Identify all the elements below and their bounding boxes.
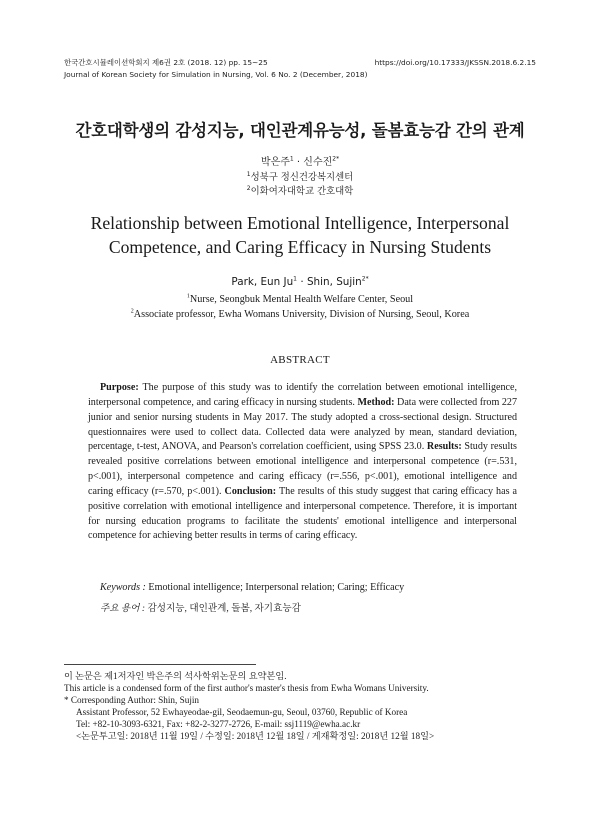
- english-aff1-num: 1: [186, 293, 190, 300]
- korean-title: 간호대학생의 감성지능, 대인관계유능성, 돌봄효능감 간의 관계: [75, 121, 525, 140]
- keywords-english: [100, 582, 520, 593]
- korean-aff1-num: 1: [246, 170, 251, 178]
- abstract-method-label: Method:: [357, 396, 395, 408]
- abstract-conclusion-label: Conclusion:: [224, 485, 277, 497]
- english-author-2-sup: 2*: [361, 275, 369, 283]
- keywords-text: Emotional intelligence; Interpersonal relation; Caring; Efficacy: [148, 582, 405, 593]
- korean-author-sep: ·: [296, 157, 301, 168]
- korean-author-1-sup: 1: [289, 155, 294, 163]
- korean-affiliation-2: [0, 183, 600, 197]
- english-author-sep: ·: [300, 276, 304, 288]
- korean-authors: [0, 153, 600, 168]
- english-affiliation-2: [0, 309, 600, 320]
- journal-english-header: Journal of Korean Society for Simulation in Nursing, Vol. 6 No. 2 (December, 2018): [64, 70, 368, 79]
- abstract-results-label: Results:: [426, 441, 462, 453]
- abstract-conclusion: The results of this study suggest that caring efficacy has a positive correlation with emotional intelligence and interpersonal competence. Therefore, it is important for nursing education programs to facilitate the students' emotional intelligence and interpersonal competence for achieving better results in terms of caring efficacy.: [88, 485, 518, 542]
- abstract-results: Study results revealed positive correlations between emotional intelligence and interpersonal competence (r=.531, p<.001), interpersonal competence and caring efficacy (r=.556, p<.001), emotional intelligence and caring efficacy (r=.570, p<.001).: [88, 441, 517, 497]
- abstract-heading: ABSTRACT: [270, 354, 330, 366]
- footnote-thesis-korean: 이 논문은 제1저자인 박은주의 석사학위논문의 요약본임.: [64, 671, 287, 681]
- footnotes: [64, 671, 544, 742]
- footnote-thesis-english: This article is a condensed form of the first author's master's thesis from Ewha Womans University.: [64, 682, 429, 693]
- corresponding-address: Assistant Professor, 52 Ewhayeodae-gil, Seodaemun-gu, Seoul, 03760, Republic of Korea: [76, 706, 408, 717]
- keywords-label: Keywords :: [100, 582, 146, 593]
- doi-link[interactable]: https://doi.org/10.17333/JKSSN.2018.6.2.15: [374, 58, 536, 67]
- korean-affiliation-1: [0, 169, 600, 183]
- abstract-purpose-label: Purpose:: [100, 382, 139, 393]
- corresponding-label: * Corresponding Author:: [64, 694, 156, 705]
- journal-korean-header: 한국간호시뮬레이션학회지 제6권 2호 (2018. 12) pp. 15~25: [64, 58, 268, 67]
- footnote-divider: [64, 664, 256, 665]
- english-aff2-num: 2: [130, 308, 134, 315]
- abstract-body: [88, 381, 517, 544]
- english-title-line-2: Competence, and Caring Efficacy in Nursing Students: [108, 237, 492, 257]
- footnote-corresponding: [64, 695, 544, 707]
- english-author-2: Shin, Sujin: [306, 276, 362, 288]
- korean-aff2-text: 이화여자대학교 간호대학: [250, 186, 354, 197]
- english-affiliation-1: [0, 294, 600, 305]
- english-author-1: Park, Eun Ju: [231, 276, 294, 288]
- korean-author-2-sup: 2*: [332, 155, 340, 163]
- keywords-korean: [100, 600, 520, 614]
- submission-dates: <논문투고일: 2018년 11월 19일 / 수정일: 2018년 12월 18일 / 게재확정일: 2018년 12월 18일>: [76, 730, 435, 741]
- korean-author-2: 신수진: [303, 157, 333, 168]
- english-aff2-text: Associate professor, Ewha Womans University, Division of Nursing, Seoul, Korea: [133, 309, 470, 320]
- korean-aff1-text: 성북구 정신건강복지센터: [250, 172, 354, 183]
- abstract-method: Data were collected from 227 junior and senior nursing students in May 2017. The study adopted a cross-sectional design. Structured questionnaires were used to collect data. Collected data were analyzed by mean, standard deviation, percentage, t-test, ANOVA, and Pearson's correlation coefficient, using SPSS 23.0.: [88, 396, 517, 453]
- english-author-1-sup: 1: [293, 275, 297, 283]
- korean-aff2-num: 2: [246, 184, 251, 192]
- abstract-purpose: The purpose of this study was to identify the correlation between emotional intelligence, interpersonal competence, and caring efficacy in nursing students.: [88, 382, 518, 408]
- english-aff1-text: Nurse, Seongbuk Mental Health Welfare Center, Seoul: [189, 294, 414, 305]
- korean-author-1: 박은주: [260, 157, 290, 168]
- keywords-ko-text: 감성지능, 대인관계, 돌봄, 자기효능감: [147, 603, 301, 614]
- corresponding-contact: Tel: +82-10-3093-6321, Fax: +82-2-3277-2726, E-mail: ssj1119@ewha.ac.kr: [76, 718, 361, 729]
- corresponding-name: Shin, Sujin: [158, 694, 200, 705]
- english-authors: [0, 276, 600, 288]
- keywords-ko-label: 주요 용어 :: [100, 603, 146, 614]
- english-title-line-1: Relationship between Emotional Intelligence, Interpersonal: [90, 213, 510, 233]
